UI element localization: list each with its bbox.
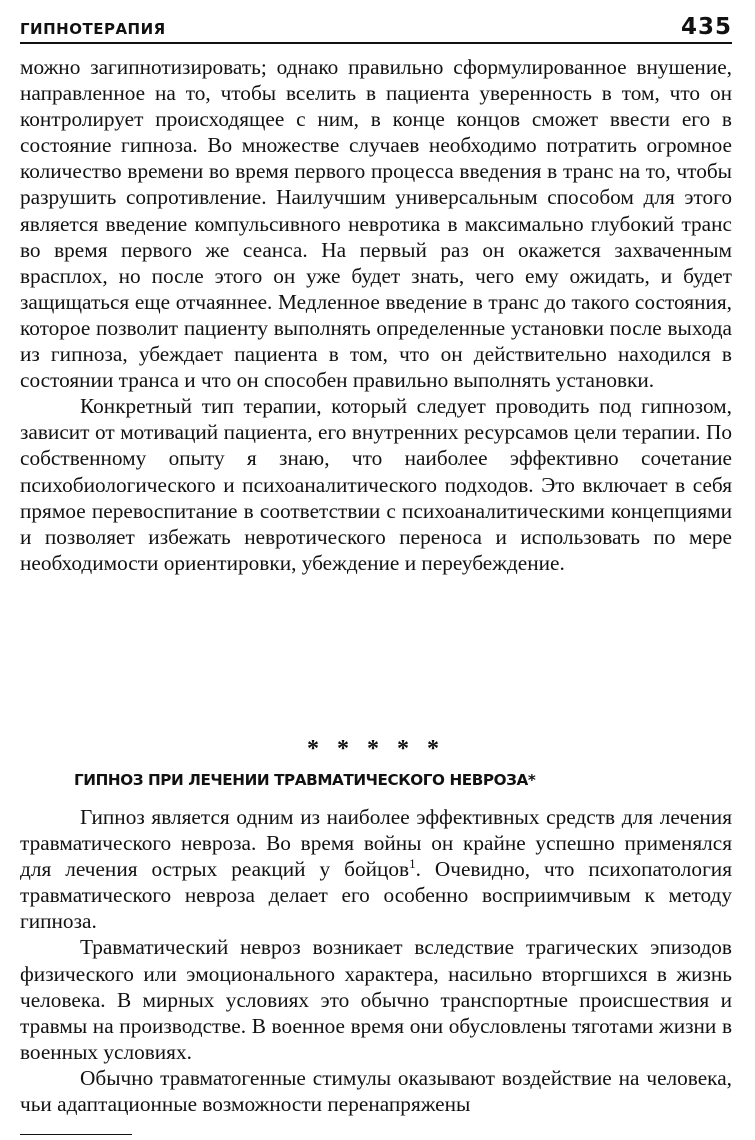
section-1-text: [20, 54, 732, 576]
book-page: [20, 0, 732, 1140]
footnote-rule: [20, 1134, 132, 1135]
page-header: [20, 14, 732, 44]
paragraph: [20, 804, 732, 934]
paragraph: Конкретный тип терапии, который следует проводить под гипнозом, зависит от мотиваций пациента, его внутренних ресурсамов цели терапии. По собственному опыту я знаю, что наиболее эффективно сочетание психобиологического и психоаналитического подходов. Это включает в себя прямое перевоспитание в соответствии с психоаналитическими концепциями и позволяет избежать невротического переноса и использовать по мере необходимости ориентировки, убеждение и переубеждение.: [20, 394, 732, 575]
paragraph: Обычно травматогенные стимулы оказывают воздействие на человека, чьи адаптационные возможности перенапряжены: [20, 1065, 732, 1117]
footnote-marker: 1: [409, 856, 416, 872]
paragraph-text: Гипноз является одним из наиболее эффективных средств для лечения травматического невроза. Во время войны он крайне успешно применялся для лечения острых реакций у бойцов: [20, 805, 732, 882]
running-title: ГИПНОТЕРАПИЯ: [20, 20, 166, 38]
section-2-text: [20, 804, 732, 1117]
paragraph: Травматический невроз возникает вследствие трагических эпизодов физического или эмоционального характера, насильно вторгшихся в жизнь человека. В мирных условиях это обычно транспортные происшествия и травмы на производстве. В военное время они обусловлены тяготами жизни в военных условиях.: [20, 935, 732, 1064]
section-heading: ГИПНОЗ ПРИ ЛЕЧЕНИИ ТРАВМАТИЧЕСКОГО НЕВРОЗА*: [74, 771, 536, 789]
paragraph: можно загипнотизировать; однако правильно сформулированное внушение, направленное на то, чтобы вселить в пациента уверенность в том, что он контролирует происходящее с ним, в конце концов сможет ввести его в состояние гипноза. Во множестве случаев необходимо потратить огромное количество времени во время первого процесса введения в транс на то, чтобы разрушить сопротивление. Наилучшим универсальным способом для этого является введение компульсивного невротика в максимально глубокий транс во время первого же сеанса. На первый раз он окажется захваченным врасплох, но после этого он уже будет знать, чего ему ожидать, и будет защищаться еще отчаяннее. Медленное введение в транс до такого состояния, которое позволит пациенту выполнять определенные установки после выхода из гипноза, убеждает пациента в том, что он действительно находился в состоянии транса и что он способен правильно выполнять установки.: [20, 55, 732, 393]
section-separator: * * * * *: [307, 736, 445, 762]
page-number: 435: [680, 14, 732, 40]
paragraph-text: . Очевидно, что психопатология травматического невроза делает его особенно восприимчивым к методу гипноза.: [20, 857, 732, 934]
